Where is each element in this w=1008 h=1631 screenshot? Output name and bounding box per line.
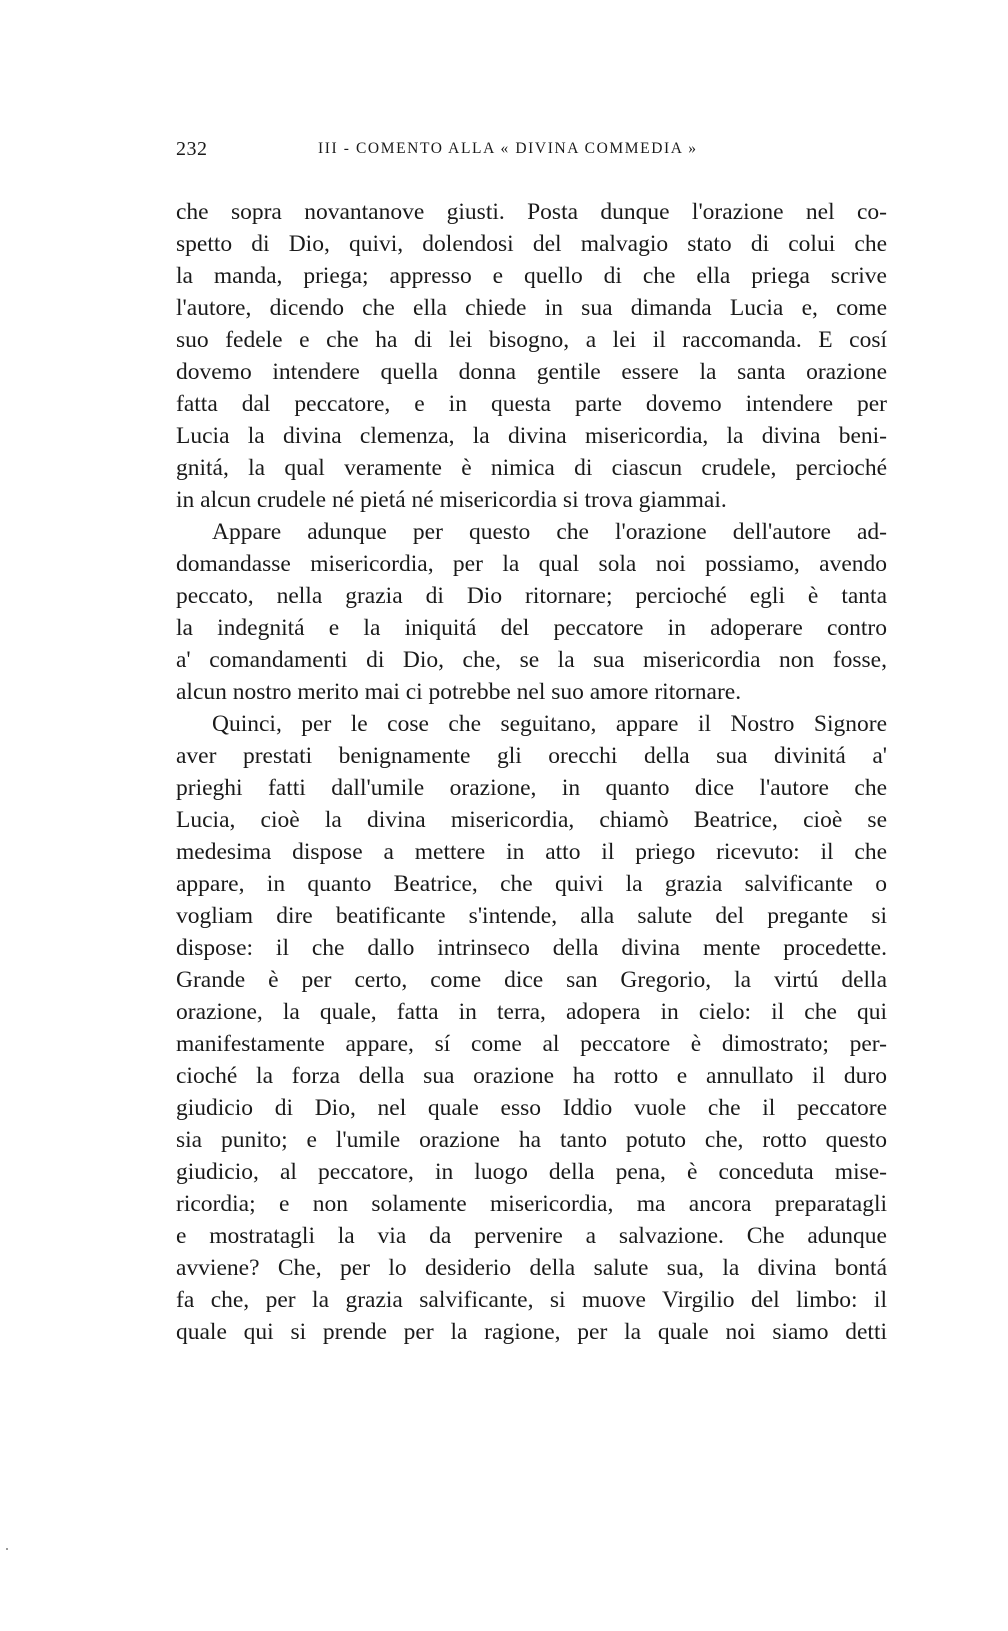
text-line: ricordia; e non solamente misericordia, ma ancora preparatagli: [176, 1191, 887, 1217]
text-line: giudicio, al peccatore, in luogo della pena, è conceduta mise-: [176, 1159, 887, 1185]
text-line: l'autore, dicendo che ella chiede in sua dimanda Lucia e, come: [176, 295, 887, 321]
text-line: alcun nostro merito mai ci potrebbe nel suo amore ritornare.: [176, 679, 742, 705]
text-line: la indegnitá e la iniquitá del peccatore in adoperare contro: [176, 615, 887, 641]
text-line: domandasse misericordia, per la qual sola noi possiamo, avendo: [176, 551, 887, 577]
page-number: 232: [176, 138, 208, 160]
text-line: avviene? Che, per lo desiderio della salute sua, la divina bontá: [176, 1255, 887, 1281]
text-line: sia punito; e l'umile orazione ha tanto potuto che, rotto questo: [176, 1127, 887, 1153]
running-head: [176, 138, 887, 168]
text-line: quale qui si prende per la ragione, per la quale noi siamo detti: [176, 1319, 887, 1345]
text-line: Appare adunque per questo che l'orazione dell'autore ad-: [212, 519, 887, 545]
text-line: suo fedele e che ha di lei bisogno, a lei il raccomanda. E cosí: [176, 327, 887, 353]
text-line: dovemo intendere quella donna gentile essere la santa orazione: [176, 359, 887, 385]
text-line: che sopra novantanove giusti. Posta dunque l'orazione nel co-: [176, 199, 887, 225]
text-line: e mostratagli la via da pervenire a salvazione. Che adunque: [176, 1223, 887, 1249]
text-line: giudicio di Dio, nel quale esso Iddio vuole che il peccatore: [176, 1095, 887, 1121]
text-line: Quinci, per le cose che seguitano, appare il Nostro Signore: [212, 711, 887, 737]
text-line: medesima dispose a mettere in atto il priego ricevuto: il che: [176, 839, 887, 865]
text-line: aver prestati benignamente gli orecchi della sua divinitá a': [176, 743, 887, 769]
text-line: Lucia la divina clemenza, la divina misericordia, la divina beni-: [176, 423, 887, 449]
paragraph: [176, 196, 887, 516]
text-line: peccato, nella grazia di Dio ritornare; percioché egli è tanta: [176, 583, 887, 609]
text-line: vogliam dire beatificante s'intende, alla salute del pregante si: [176, 903, 887, 929]
text-line: la manda, priega; appresso e quello di che ella priega scrive: [176, 263, 887, 289]
text-line: manifestamente appare, sí come al peccatore è dimostrato; per-: [176, 1031, 887, 1057]
paragraph: [176, 708, 887, 1348]
text-line: Lucia, cioè la divina misericordia, chiamò Beatrice, cioè se: [176, 807, 887, 833]
text-line: Grande è per certo, come dice san Gregorio, la virtú della: [176, 967, 887, 993]
text-line: prieghi fatti dall'umile orazione, in quanto dice l'autore che: [176, 775, 887, 801]
text-line: orazione, la quale, fatta in terra, adopera in cielo: il che qui: [176, 999, 887, 1025]
text-line: cioché la forza della sua orazione ha rotto e annullato il duro: [176, 1063, 887, 1089]
body-text: [176, 196, 887, 1348]
text-line: a' comandamenti di Dio, che, se la sua misericordia non fosse,: [176, 647, 887, 673]
text-line: gnitá, la qual veramente è nimica di ciascun crudele, percioché: [176, 455, 887, 481]
text-line: fa che, per la grazia salvificante, si muove Virgilio del limbo: il: [176, 1287, 887, 1313]
text-line: fatta dal peccatore, e in questa parte dovemo intendere per: [176, 391, 887, 417]
text-line: dispose: il che dallo intrinseco della divina mente procedette.: [176, 935, 887, 961]
paragraph: [176, 516, 887, 708]
running-title: III - COMENTO ALLA « DIVINA COMMEDIA »: [318, 140, 698, 157]
text-line: spetto di Dio, quivi, dolendosi del malvagio stato di colui che: [176, 231, 887, 257]
text-line: in alcun crudele né pietá né misericordia si trova giammai.: [176, 487, 727, 513]
text-line: appare, in quanto Beatrice, che quivi la grazia salvificante o: [176, 871, 887, 897]
margin-speck: [6, 1548, 8, 1550]
